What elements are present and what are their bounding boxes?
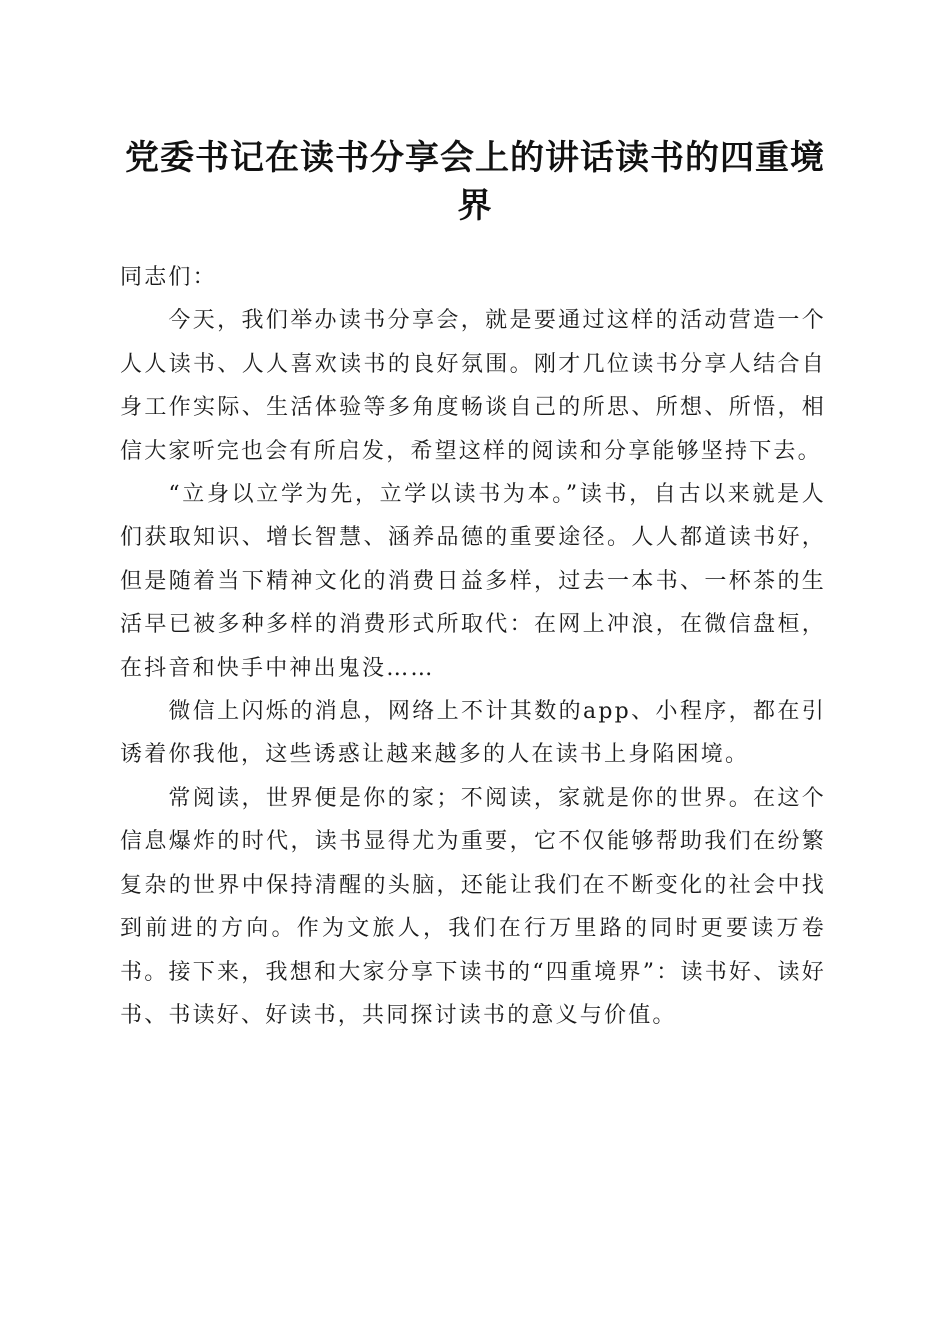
- document-body: [120, 256, 826, 1037]
- paragraph-1: 今天，我们举办读书分享会，就是要通过这样的活动营造一个人人读书、人人喜欢读书的良好氛围。刚才几位读书分享人结合自身工作实际、生活体验等多角度畅谈自己的所思、所想、所悟，相信大家听完也会有所启发，希望这样的阅读和分享能够坚持下去。: [120, 308, 826, 464]
- paragraph-2: “立身以立学为先，立学以读书为本。”读书，自古以来就是人们获取知识、增长智慧、涵养品德的重要途径。人人都道读书好，但是随着当下精神文化的消费日益多样，过去一本书、一杯茶的生活早已被多种多样的消费形式所取代：在网上冲浪，在微信盘桓，在抖音和快手中神出鬼没……: [120, 482, 826, 681]
- salutation: 同志们：: [120, 265, 217, 290]
- paragraph-4: 常阅读，世界便是你的家；不阅读，家就是你的世界。在这个信息爆炸的时代，读书显得尤为重要，它不仅能够帮助我们在纷繁复杂的世界中保持清醒的头脑，还能让我们在不断变化的社会中找到前进的方向。作为文旅人，我们在行万里路的同时更要读万卷书。接下来，我想和大家分享下读书的“四重境界”：读书好、读好书、书读好、好读书，共同探讨读书的意义与价值。: [120, 785, 826, 1028]
- paragraph-3: 微信上闪烁的消息，网络上不计其数的app、小程序，都在引诱着你我他，这些诱惑让越来越多的人在读书上身陷困境。: [120, 699, 826, 768]
- document-title: 党委书记在读书分享会上的讲话读书的四重境界: [125, 138, 825, 226]
